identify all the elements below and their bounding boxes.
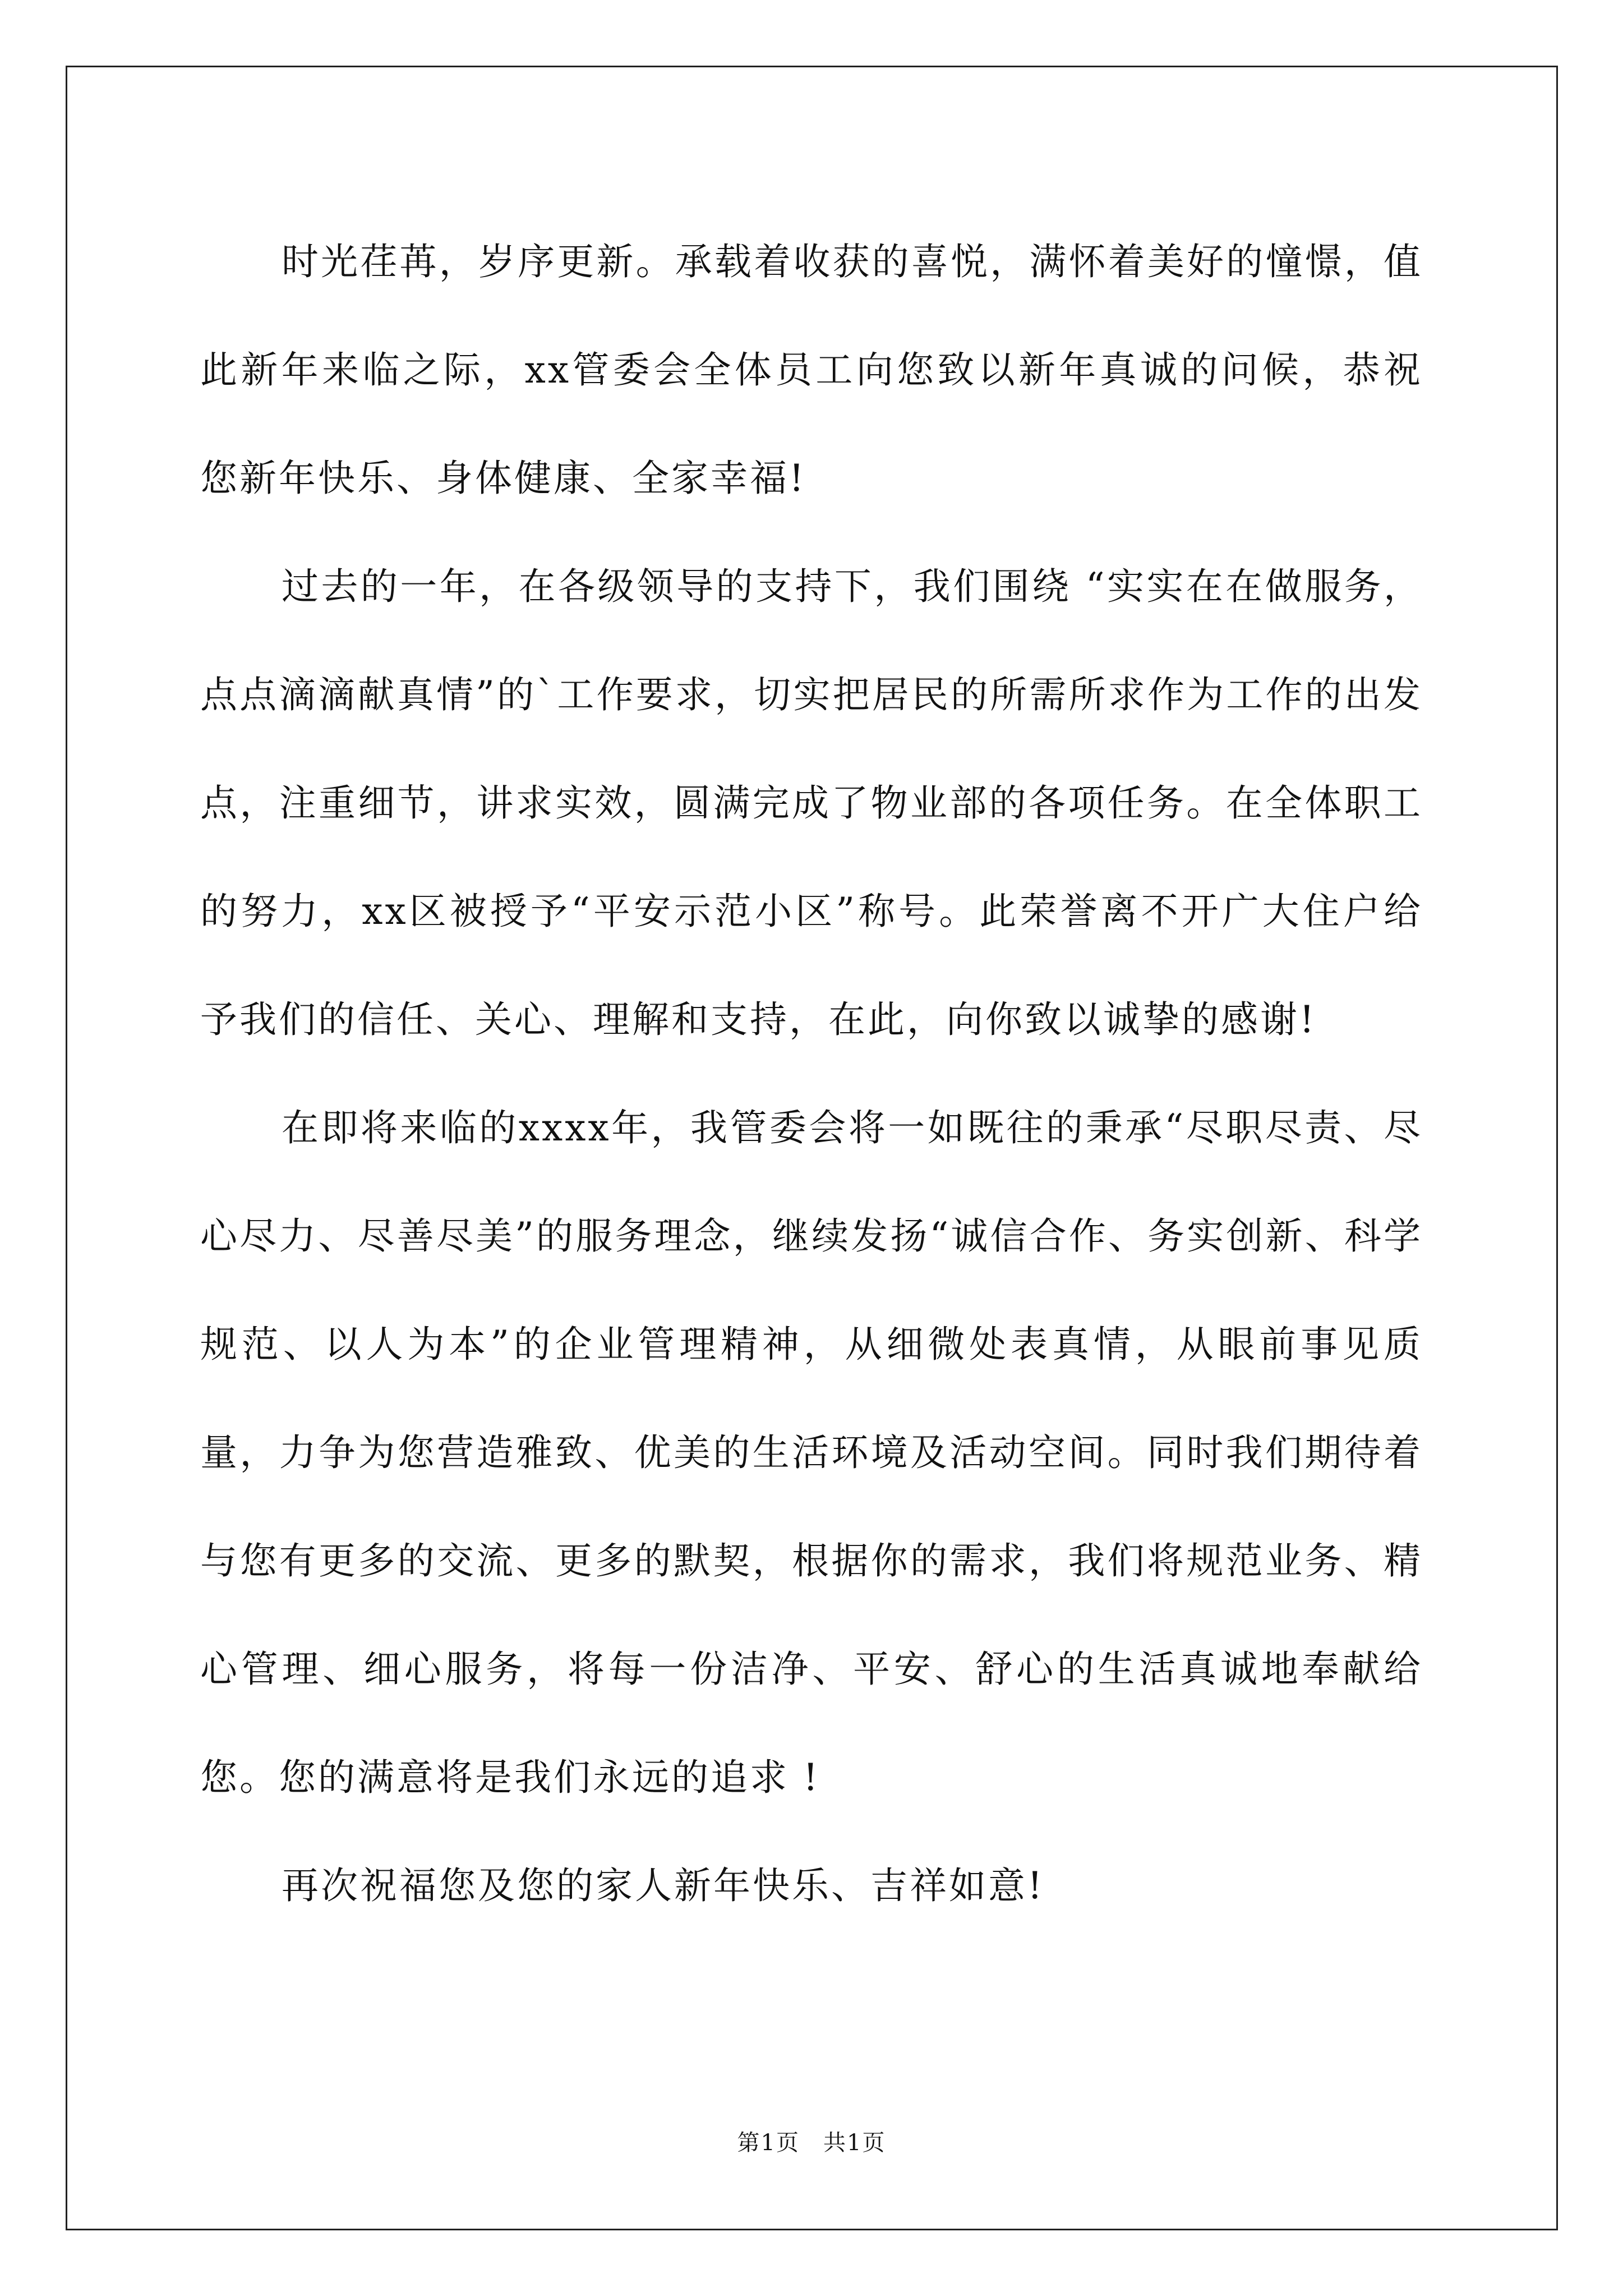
- paragraph-closing: 再次祝福您及您的家人新年快乐、吉祥如意!: [282, 1864, 1045, 1907]
- page-footer: 第1页 共1页: [737, 2130, 886, 2156]
- paragraph-greeting: 时光荏苒，岁序更新。承载着收获的喜悦，满怀着美好的憧憬，值此新年来临之际，xx管委会全体员工向您致以新年真诚的问候，恭祝您新年快乐、身体健康、全家幸福!: [200, 240, 1423, 500]
- paragraph-outlook: 在即将来临的xxxx年，我管委会将一如既往的秉承“尽职尽责、尽心尽力、尽善尽美”的服务理念，继续发扬“诚信合作、务实创新、科学规范、以人为本”的企业管理精神，从细微处表真情，从眼前事见质量，力争为您营造雅致、优美的生活环境及活动空间。同时我们期待着与您有更多的交流、更多的默契，根据你的需求，我们将规范业务、精心管理、细心服务，将每一份洁净、平安、舒心的生活真诚地奉献给您。您的满意将是我们永远的追求 !: [200, 1106, 1423, 1799]
- paragraph-review: 过去的一年，在各级领导的支持下，我们围绕 “实实在在做服务，点点滴滴献真情”的`工作要求，切实把居民的所需所求作为工作的出发点，注重细节，讲求实效，圆满完成了物业部的各项任务。在全体职工的努力，xx区被授予“平安示范小区”称号。此荣誉离不开广大住户给予我们的信任、关心、理解和支持，在此，向你致以诚挚的感谢!: [200, 565, 1423, 1041]
- document-body: [200, 208, 1423, 1940]
